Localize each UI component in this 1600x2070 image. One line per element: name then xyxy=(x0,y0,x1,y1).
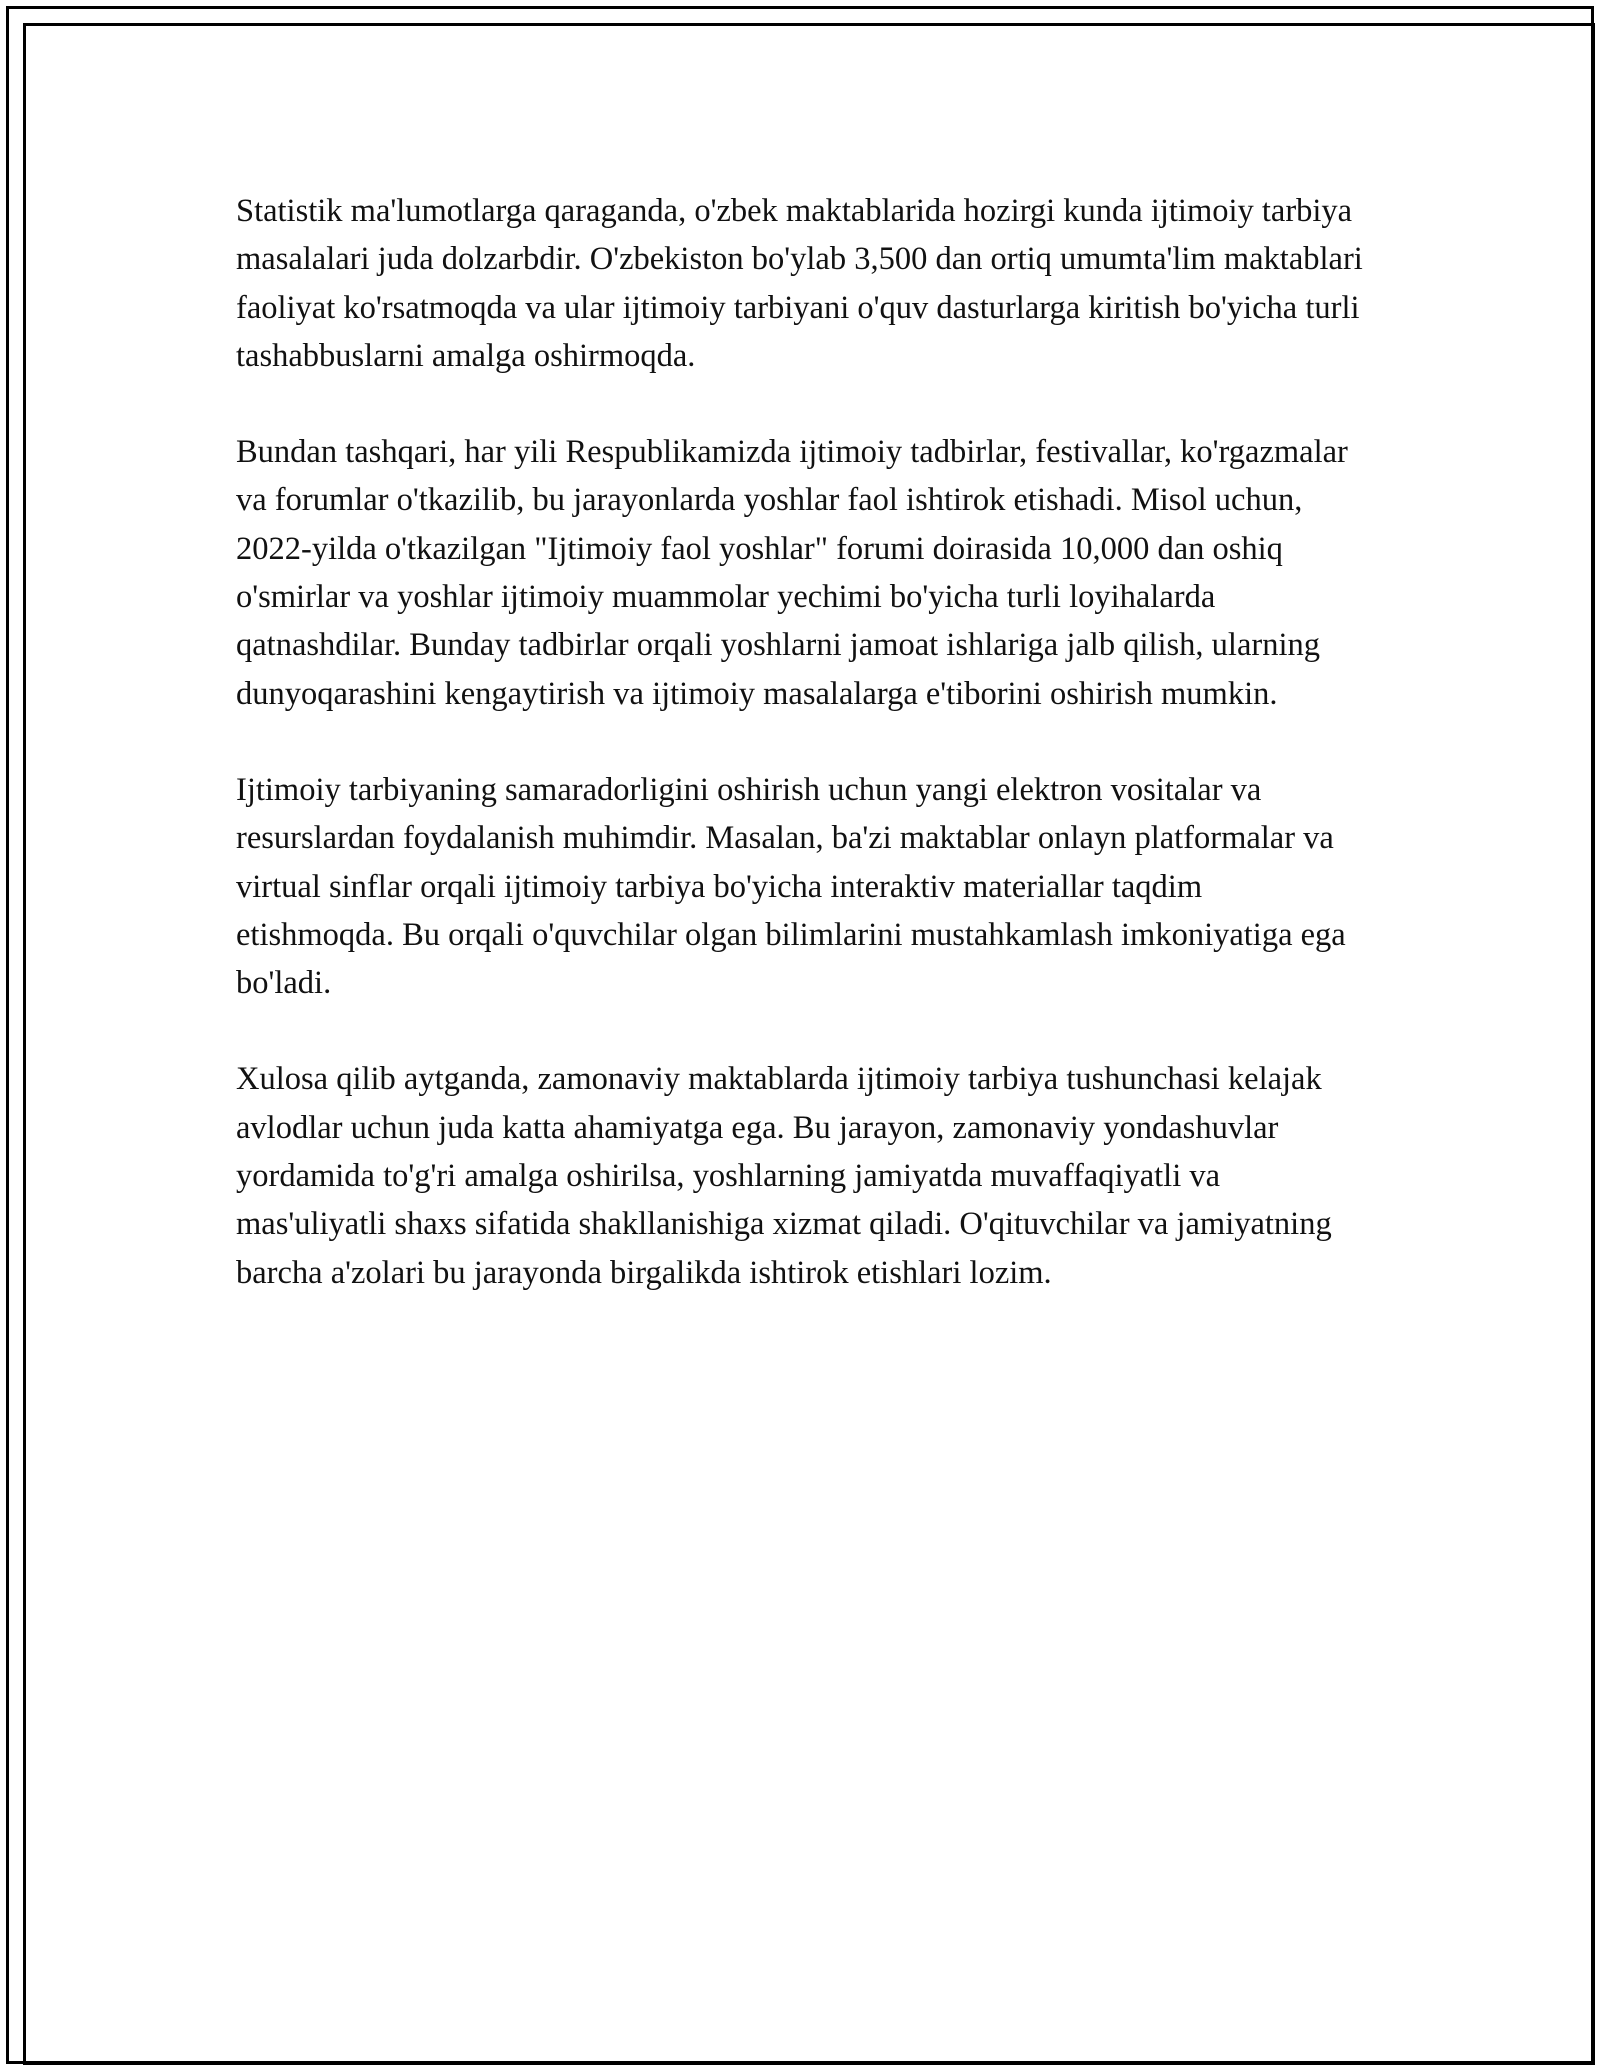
document-body xyxy=(236,187,1366,1345)
paragraph-events: Bundan tashqari, har yili Respublikamizda ijtimoiy tadbirlar, festivallar, ko'rgazmalar va forumlar o'tkazilib, bu jarayonlarda yoshlar faol ishtirok etishadi. Misol uchun, 2022-yilda o'tkazilgan "Ijtimoiy faol yoshlar" forumi doirasida 10,000 dan oshiq o'smirlar va yoshlar ijtimoiy muammolar yechimi bo'yicha turli loyihalarda qatnashdilar. Bunday tadbirlar orqali yoshlarni jamoat ishlariga jalb qilish, ularning dunyoqarashini kengaytirish va ijtimoiy masalalarga e'tiborini oshirish mumkin. xyxy=(236,434,1348,712)
paragraph-digital-resources: Ijtimoiy tarbiyaning samaradorligini oshirish uchun yangi elektron vositalar va resurslardan foydalanish muhimdir. Masalan, ba'zi maktablar onlayn platformalar va virtual sinflar orqali ijtimoiy tarbiya bo'yicha interaktiv materiallar taqdim etishmoqda. Bu orqali o'quvchilar olgan bilimlarini mustahkamlash imkoniyatiga ega bo'ladi. xyxy=(236,771,1346,1002)
paragraph-statistics: Statistik ma'lumotlarga qaraganda, o'zbek maktablarida hozirgi kunda ijtimoiy tarbiya masalalari juda dolzarbdir. O'zbekiston bo'ylab 3,500 dan ortiq umumta'lim maktablari faoliyat ko'rsatmoqda va ular ijtimoiy tarbiyani o'quv dasturlarga kiritish bo'yicha turli tashabbuslarni amalga oshirmoqda. xyxy=(236,193,1363,374)
paragraph-conclusion: Xulosa qilib aytganda, zamonaviy maktablarda ijtimoiy tarbiya tushunchasi kelajak avlodlar uchun juda katta ahamiyatga ega. Bu jarayon, zamonaviy yondashuvlar yordamida to'g'ri amalga oshirilsa, yoshlarning jamiyatda muvaffaqiyatli va mas'uliyatli shaxs sifatida shakllanishiga xizmat qiladi. O'qituvchilar va jamiyatning barcha a'zolari bu jarayonda birgalikda ishtirok etishlari lozim. xyxy=(236,1061,1332,1291)
